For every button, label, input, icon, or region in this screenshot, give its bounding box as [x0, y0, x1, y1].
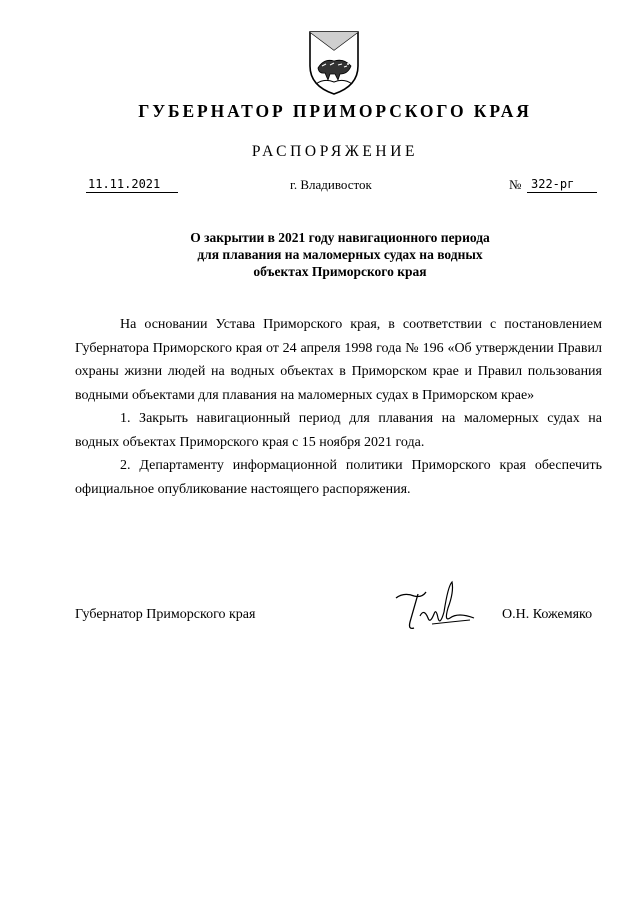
body-paragraph-2: 1. Закрыть навигационный период для плавания на маломерных судах на водных объектах Приморского края с 15 ноября 2021 года.	[75, 411, 602, 450]
document-subject	[120, 229, 560, 280]
document-number: 322-рг	[527, 176, 597, 193]
signatory-position: Губернатор Приморского края	[75, 607, 256, 622]
subject-line-3: объектах Приморского края	[253, 264, 427, 279]
subject-line-1: О закрытии в 2021 году навигационного периода	[190, 230, 490, 245]
body-paragraph-3: 2. Департаменту информационной политики Приморского края обеспечить официальное опубликование настоящего распоряжения.	[75, 458, 602, 497]
organization-title: ГУБЕРНАТОР ПРИМОРСКОГО КРАЯ	[138, 101, 532, 121]
document-date: 11.11.2021	[86, 176, 178, 193]
document-type: РАСПОРЯЖЕНИЕ	[251, 143, 419, 160]
document-body	[75, 313, 602, 501]
document-city: г. Владивосток	[290, 177, 372, 192]
signatory-name: О.Н. Кожемяко	[502, 607, 593, 622]
number-sign: №	[509, 177, 522, 192]
coat-of-arms-icon	[304, 28, 364, 96]
subject-line-2: для плавания на маломерных судах на водных	[197, 247, 483, 262]
handwritten-signature-icon	[392, 578, 478, 636]
body-paragraph-1: На основании Устава Приморского края, в соответствии с постановлением Губернатора Приморского края от 24 апреля 1998 года № 196 «Об утверждении Правил охраны жизни людей на водных объектах в Приморском крае и Правил пользования водными объектами для плавания на маломерных судах в Приморском крае»	[75, 317, 602, 403]
